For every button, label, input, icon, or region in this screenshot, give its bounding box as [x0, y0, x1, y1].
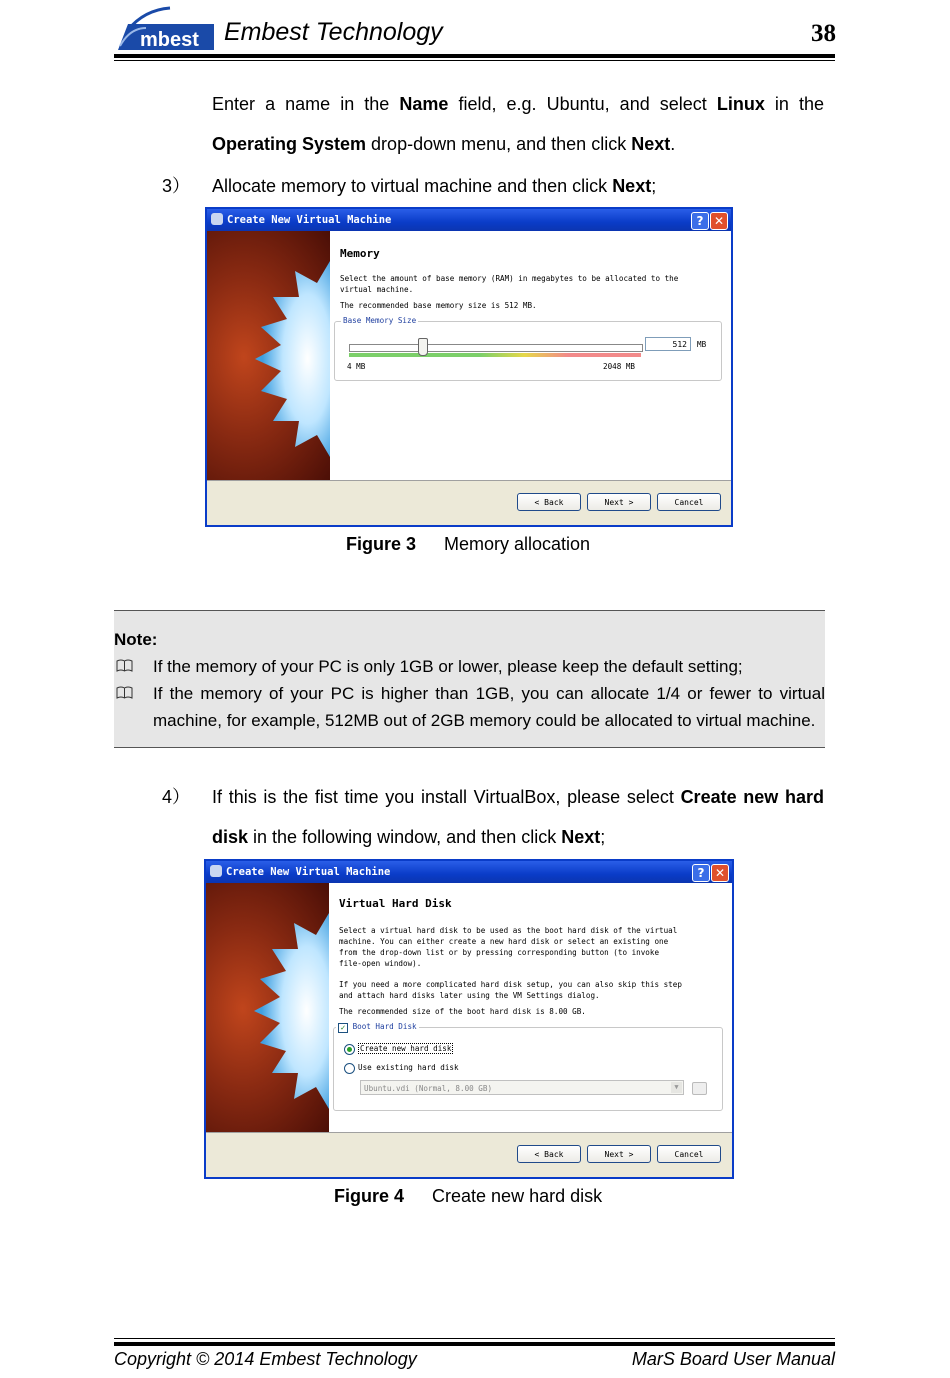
- hard-disk-advanced-note: If you need a more complicated hard disk setup, you can also skip this step and attach hard disks later using the VM Settings dialog.: [339, 980, 682, 1000]
- dialog-titlebar: [207, 209, 731, 231]
- note-item-2-line-2: machine, for example, 512MB out of 2GB memory could be allocated to virtual machine.: [153, 711, 816, 730]
- next-button[interactable]: Next >: [587, 493, 651, 511]
- hard-disk-heading: Virtual Hard Disk: [339, 897, 452, 910]
- back-button[interactable]: < Back: [517, 493, 581, 511]
- chevron-down-icon[interactable]: ▼: [671, 1082, 682, 1093]
- header-title: Embest Technology: [224, 18, 443, 46]
- help-icon[interactable]: ?: [691, 212, 709, 230]
- close-icon[interactable]: ✕: [711, 864, 729, 882]
- figure-4-caption: Figure 4 Create new hard disk: [334, 1186, 603, 1206]
- dialog-button-bar: [206, 1132, 732, 1177]
- note-title: Note:: [114, 630, 158, 649]
- wizard-side-image: [207, 231, 330, 483]
- dialog-button-bar: [207, 480, 731, 525]
- header-rule-thin: [114, 60, 835, 61]
- dialog-title: Create New Virtual Machine: [227, 214, 392, 226]
- base-memory-group: [334, 316, 722, 381]
- step-3-number: 3）: [162, 176, 191, 196]
- footer-copyright: Copyright © 2014 Embest Technology: [114, 1349, 417, 1369]
- dialog-titlebar: [206, 861, 732, 883]
- memory-unit-label: MB: [697, 340, 707, 349]
- boot-hard-disk-label[interactable]: ✓ Boot Hard Disk: [336, 1022, 419, 1033]
- footer-manual-title: MarS Board User Manual: [631, 1349, 835, 1369]
- note-item-1: If the memory of your PC is only 1GB or lower, please keep the default setting;: [153, 657, 743, 676]
- svg-text:mbest: mbest: [140, 29, 199, 50]
- step-3-text: Allocate memory to virtual machine and then click Next;: [212, 176, 657, 196]
- footer-rule: [114, 1342, 835, 1346]
- virtualbox-icon: [210, 865, 222, 877]
- wizard-side-image: [206, 883, 329, 1135]
- figure-3-caption: Figure 3 Memory allocation: [346, 534, 591, 554]
- memory-description: Select the amount of base memory (RAM) in megabytes to be allocated to the virtual machine.: [340, 274, 679, 294]
- memory-size-input[interactable]: 512: [645, 337, 691, 351]
- hard-disk-dialog: [204, 859, 734, 1179]
- hard-disk-recommendation: The recommended size of the boot hard disk is 8.00 GB.: [339, 1007, 586, 1016]
- header-rule: [114, 54, 835, 58]
- hard-disk-description: Select a virtual hard disk to be used as the boot hard disk of the virtual machine. You can either create a new hard disk or select an existing one from the drop-down list or by pressing corresponding button (to invoke file-open window).: [339, 926, 678, 968]
- step-4-line-2: disk in the following window, and then click Next;: [212, 827, 606, 847]
- cancel-button[interactable]: Cancel: [657, 493, 721, 511]
- slider-max-label: 2048 MB: [603, 362, 636, 371]
- cancel-button[interactable]: Cancel: [657, 1145, 721, 1163]
- existing-disk-select[interactable]: Ubuntu.vdi (Normal, 8.00 GB) ▼: [360, 1080, 684, 1095]
- folder-open-icon[interactable]: [692, 1082, 707, 1095]
- intro-line-2: Operating System drop-down menu, and then click Next.: [212, 134, 676, 154]
- page-number: 38: [811, 20, 836, 47]
- note-box: [114, 610, 825, 748]
- memory-recommendation: The recommended base memory size is 512 MB.: [340, 301, 537, 310]
- boot-hard-disk-group: [333, 1022, 723, 1111]
- dialog-title: Create New Virtual Machine: [226, 866, 391, 878]
- step-4-number: 4）: [162, 787, 191, 807]
- memory-dialog: [205, 207, 733, 527]
- note-item-2-line-1: If the memory of your PC is higher than 1GB, you can allocate 1/4 or fewer to virtual: [153, 684, 825, 703]
- back-button[interactable]: < Back: [517, 1145, 581, 1163]
- base-memory-label: Base Memory Size: [343, 316, 417, 325]
- slider-min-label: 4 MB: [347, 362, 366, 371]
- memory-heading: Memory: [340, 247, 380, 260]
- footer-rule-thin: [114, 1338, 835, 1339]
- virtualbox-icon: [211, 213, 223, 225]
- memory-slider-thumb[interactable]: [418, 338, 428, 356]
- use-existing-radio[interactable]: [344, 1063, 355, 1074]
- memory-slider-scale: [349, 353, 641, 357]
- intro-line-1: Enter a name in the Name field, e.g. Ubuntu, and select Linux in the: [212, 94, 824, 114]
- book-icon: [116, 686, 133, 699]
- help-icon[interactable]: ?: [692, 864, 710, 882]
- boot-hard-disk-checkbox[interactable]: ✓: [338, 1023, 348, 1033]
- embest-logo: [114, 6, 216, 50]
- use-existing-hard-disk-label[interactable]: Use existing hard disk: [358, 1063, 459, 1072]
- memory-slider-track[interactable]: [349, 344, 643, 352]
- create-new-hard-disk-label[interactable]: Create new hard disk: [360, 1044, 452, 1053]
- create-new-radio[interactable]: [344, 1044, 355, 1055]
- book-icon: [116, 659, 133, 672]
- next-button[interactable]: Next >: [587, 1145, 651, 1163]
- step-4-line-1: If this is the fist time you install VirtualBox, please select Create new hard: [212, 787, 825, 807]
- close-icon[interactable]: ✕: [710, 212, 728, 230]
